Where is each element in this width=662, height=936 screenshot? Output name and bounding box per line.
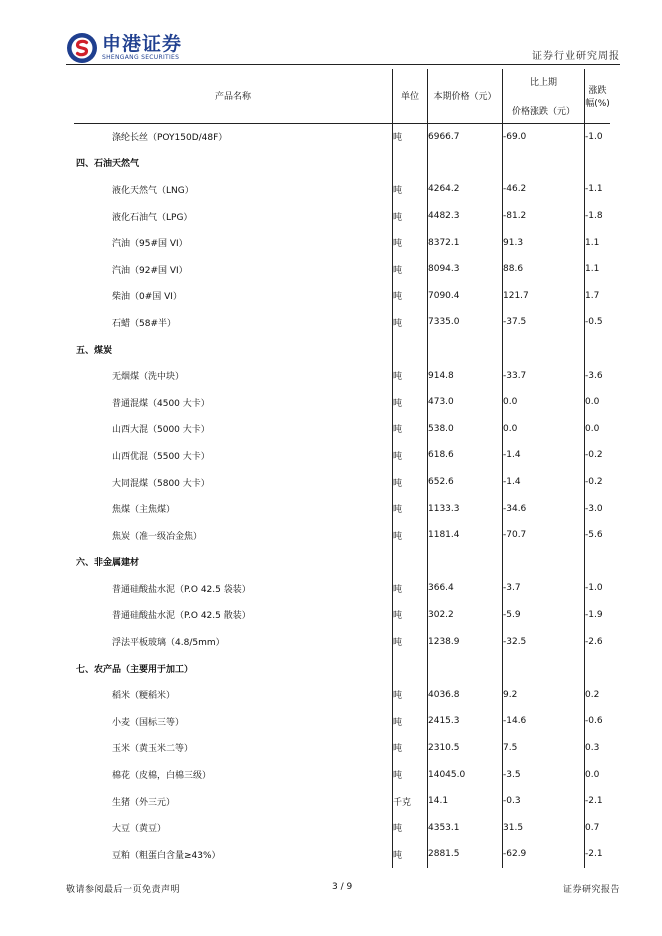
product-name: 涤纶长丝（POY150D/48F） [112, 133, 228, 144]
empty-cell [428, 549, 503, 576]
table-row [74, 814, 610, 841]
change-cell: 7.5 [503, 735, 585, 762]
unit-cell: 吨 [393, 522, 428, 549]
table-row [74, 841, 610, 868]
price-cell: 14.1 [428, 788, 503, 815]
table-row [74, 681, 610, 708]
pct-cell: -1.1 [585, 176, 611, 203]
pct-cell: 0.2 [585, 681, 611, 708]
product-name: 生猪（外三元） [112, 797, 176, 808]
change-cell: 0.0 [503, 416, 585, 443]
change-cell: -62.9 [503, 841, 585, 868]
price-cell: 538.0 [428, 416, 503, 443]
col-header-change-bottom: 价格涨跌（元） [511, 106, 575, 117]
change-cell: 31.5 [503, 814, 585, 841]
empty-cell [585, 549, 611, 576]
unit-cell: 吨 [393, 203, 428, 230]
product-name: 大豆（黄豆） [112, 824, 167, 835]
pct-cell: -0.2 [585, 469, 611, 496]
pct-cell: 1.1 [585, 256, 611, 283]
unit-cell: 吨 [393, 469, 428, 496]
change-cell: -46.2 [503, 176, 585, 203]
unit-cell: 吨 [393, 575, 428, 602]
product-name: 豆粕（粗蛋白含量≥43%） [112, 850, 221, 861]
pct-cell: 0.0 [585, 416, 611, 443]
unit-cell: 吨 [393, 814, 428, 841]
product-name: 石蜡（58#半） [112, 318, 176, 329]
table-row [74, 123, 610, 150]
price-cell: 4036.8 [428, 681, 503, 708]
pct-cell: -3.0 [585, 495, 611, 522]
price-cell: 618.6 [428, 442, 503, 469]
price-cell: 4353.1 [428, 814, 503, 841]
unit-cell: 吨 [393, 283, 428, 310]
pct-cell: -1.9 [585, 602, 611, 629]
unit-cell: 吨 [393, 176, 428, 203]
price-cell: 7090.4 [428, 283, 503, 310]
change-cell: -1.4 [503, 442, 585, 469]
empty-cell [393, 655, 428, 682]
price-cell: 1133.3 [428, 495, 503, 522]
table-row [74, 602, 610, 629]
table-row [74, 416, 610, 443]
change-cell: -32.5 [503, 628, 585, 655]
empty-cell [585, 655, 611, 682]
price-table [74, 69, 610, 868]
table-row [74, 389, 610, 416]
unit-cell: 吨 [393, 761, 428, 788]
product-name: 液化石油气（LPG） [112, 212, 193, 223]
unit-cell: 吨 [393, 841, 428, 868]
pct-cell: -1.0 [585, 575, 611, 602]
empty-cell [503, 655, 585, 682]
product-name: 焦煤（主焦煤） [112, 505, 176, 516]
unit-cell: 吨 [393, 681, 428, 708]
table-body [74, 123, 610, 868]
change-cell: -33.7 [503, 362, 585, 389]
price-cell: 652.6 [428, 469, 503, 496]
change-cell: -70.7 [503, 522, 585, 549]
unit-cell: 吨 [393, 708, 428, 735]
product-name: 浮法平板玻璃（4.8/5mm） [112, 638, 225, 649]
unit-cell: 吨 [393, 495, 428, 522]
unit-cell: 吨 [393, 309, 428, 336]
table-row [74, 442, 610, 469]
unit-cell: 吨 [393, 735, 428, 762]
section-row [74, 336, 610, 363]
col-header-price: 本期价格（元） [428, 69, 503, 123]
change-cell: -14.6 [503, 708, 585, 735]
pct-cell: 0.0 [585, 761, 611, 788]
empty-cell [585, 150, 611, 177]
product-name: 普通硅酸盐水泥（P.O 42.5 袋装） [112, 584, 251, 595]
brand-name-en: SHENGANG SECURITIES [102, 54, 180, 61]
table-row [74, 283, 610, 310]
empty-cell [393, 549, 428, 576]
page-number: 3 / 9 [332, 882, 353, 892]
price-cell: 473.0 [428, 389, 503, 416]
product-name: 汽油（92#国 VI） [112, 265, 188, 276]
table-row [74, 628, 610, 655]
table-row [74, 708, 610, 735]
product-name: 汽油（95#国 VI） [112, 239, 188, 250]
product-name: 棉花（皮棉，白棉三级） [112, 771, 212, 782]
footer-report-label: 证券研究报告 [562, 885, 620, 895]
section-title: 六、非金属建材 [76, 558, 140, 569]
table-row [74, 495, 610, 522]
empty-cell [585, 336, 611, 363]
product-name: 山西优混（5500 大卡） [112, 451, 210, 462]
product-name: 普通混煤（4500 大卡） [112, 398, 210, 409]
change-cell: -69.0 [503, 123, 585, 150]
product-name: 玉米（黄玉米二等） [112, 744, 194, 755]
price-cell: 2415.3 [428, 708, 503, 735]
price-cell: 302.2 [428, 602, 503, 629]
product-name: 稻米（粳稻米） [112, 691, 176, 702]
price-cell: 7335.0 [428, 309, 503, 336]
unit-cell: 吨 [393, 229, 428, 256]
product-name: 柴油（0#国 VI） [112, 292, 182, 303]
pct-cell: -0.5 [585, 309, 611, 336]
pct-cell: 0.7 [585, 814, 611, 841]
change-cell: -1.4 [503, 469, 585, 496]
unit-cell: 吨 [393, 389, 428, 416]
table-row [74, 522, 610, 549]
pct-cell: -1.8 [585, 203, 611, 230]
section-title: 五、煤炭 [76, 345, 113, 356]
empty-cell [428, 150, 503, 177]
change-cell: 88.6 [503, 256, 585, 283]
product-name: 小麦（国标三等） [112, 717, 185, 728]
empty-cell [428, 336, 503, 363]
pct-cell: -2.1 [585, 841, 611, 868]
price-cell: 6966.7 [428, 123, 503, 150]
price-cell: 14045.0 [428, 761, 503, 788]
change-cell: -5.9 [503, 602, 585, 629]
unit-cell: 吨 [393, 628, 428, 655]
product-name: 液化天然气（LNG） [112, 185, 194, 196]
header-divider [66, 64, 620, 65]
table-row [74, 176, 610, 203]
unit-cell: 吨 [393, 442, 428, 469]
price-cell: 8372.1 [428, 229, 503, 256]
unit-cell: 吨 [393, 123, 428, 150]
table-row [74, 761, 610, 788]
pct-cell: 1.1 [585, 229, 611, 256]
empty-cell [503, 549, 585, 576]
pct-cell: -0.2 [585, 442, 611, 469]
table-header-row [74, 69, 610, 123]
product-name: 山西大混（5000 大卡） [112, 425, 210, 436]
product-name: 大同混煤（5800 大卡） [112, 478, 210, 489]
change-cell: 121.7 [503, 283, 585, 310]
pct-cell: -1.0 [585, 123, 611, 150]
empty-cell [428, 655, 503, 682]
footer-disclaimer: 敬请参阅最后一页免责声明 [66, 885, 181, 895]
product-name: 无烟煤（洗中块） [112, 372, 185, 383]
price-cell: 2881.5 [428, 841, 503, 868]
table-row [74, 309, 610, 336]
price-cell: 366.4 [428, 575, 503, 602]
section-title: 四、石油天然气 [76, 159, 140, 170]
pct-cell: 0.0 [585, 389, 611, 416]
unit-cell: 吨 [393, 256, 428, 283]
table-row [74, 203, 610, 230]
section-row [74, 549, 610, 576]
unit-cell: 千克 [393, 788, 428, 815]
unit-cell: 吨 [393, 362, 428, 389]
col-header-unit: 单位 [393, 69, 428, 123]
product-name: 焦炭（准一级冶金焦） [112, 531, 203, 542]
unit-cell: 吨 [393, 416, 428, 443]
col-header-change-top: 比上期 [529, 77, 557, 88]
change-cell: -3.5 [503, 761, 585, 788]
brand-name-cn: 申港证券 [102, 33, 183, 55]
change-cell: 91.3 [503, 229, 585, 256]
table-row [74, 229, 610, 256]
table-row [74, 256, 610, 283]
change-cell: -0.3 [503, 788, 585, 815]
table-row [74, 362, 610, 389]
table-row [74, 469, 610, 496]
empty-cell [503, 336, 585, 363]
pct-cell: -2.6 [585, 628, 611, 655]
empty-cell [393, 150, 428, 177]
col-header-pct: 涨跌幅(%) [585, 69, 611, 123]
price-cell: 4264.2 [428, 176, 503, 203]
unit-cell: 吨 [393, 602, 428, 629]
price-cell: 8094.3 [428, 256, 503, 283]
product-name: 普通硅酸盐水泥（P.O 42.5 散装） [112, 611, 251, 622]
company-logo [66, 32, 182, 64]
col-header-change [503, 69, 585, 123]
table-row [74, 788, 610, 815]
change-cell: 0.0 [503, 389, 585, 416]
pct-cell: 1.7 [585, 283, 611, 310]
change-cell: -37.5 [503, 309, 585, 336]
section-row [74, 150, 610, 177]
price-cell: 2310.5 [428, 735, 503, 762]
change-cell: -81.2 [503, 203, 585, 230]
price-cell: 4482.3 [428, 203, 503, 230]
pct-cell: -2.1 [585, 788, 611, 815]
price-cell: 1181.4 [428, 522, 503, 549]
empty-cell [503, 150, 585, 177]
report-type: 证券行业研究周报 [532, 51, 620, 62]
change-cell: -3.7 [503, 575, 585, 602]
section-row [74, 655, 610, 682]
table-row [74, 735, 610, 762]
price-cell: 914.8 [428, 362, 503, 389]
empty-cell [393, 336, 428, 363]
pct-cell: -0.6 [585, 708, 611, 735]
col-header-name: 产品名称 [74, 69, 393, 123]
price-cell: 1238.9 [428, 628, 503, 655]
pct-cell: -5.6 [585, 522, 611, 549]
section-title: 七、农产品（主要用于加工） [76, 664, 194, 675]
company-logo-icon [66, 32, 98, 64]
table-row [74, 575, 610, 602]
change-cell: -34.6 [503, 495, 585, 522]
pct-cell: -3.6 [585, 362, 611, 389]
pct-cell: 0.3 [585, 735, 611, 762]
change-cell: 9.2 [503, 681, 585, 708]
